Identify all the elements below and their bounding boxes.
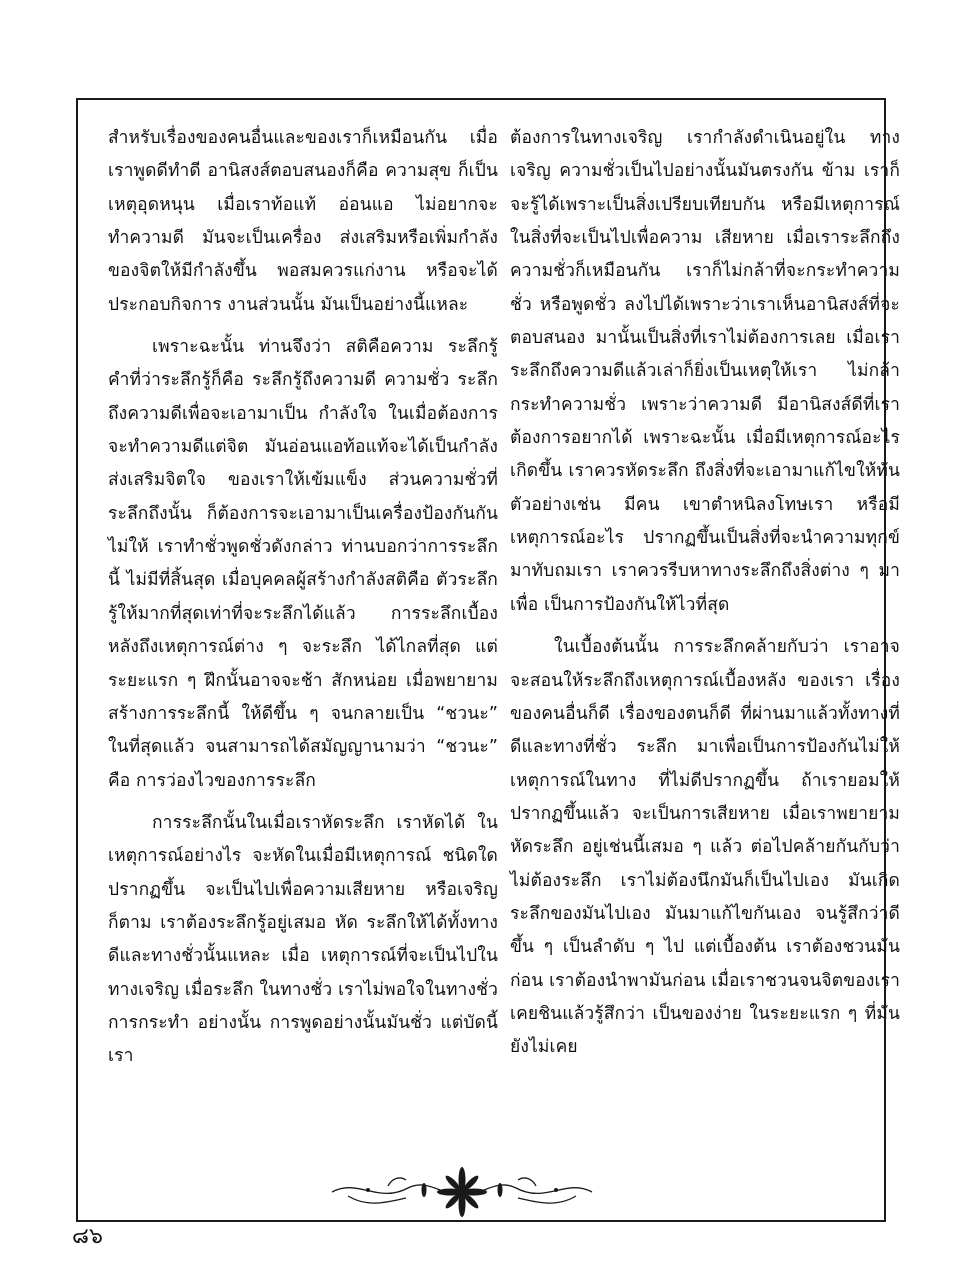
paragraph: เพราะฉะนั้น ท่านจึงว่า สติคือความ ระลึกรู้ คำที่ว่าระลึกรู้ก็คือ ระลึกรู้ถึงความดี ความชั่ว ระลึกถึงความดีเพื่อจะเอามาเป็น กำลังใจ ในเมื่อต้องการจะทำความดีแต่จิต มันอ่อนแอท้อแท้จะได้เป็นกำลังส่งเสริมจิตใจ ของเราให้เข้มแข็ง ส่วนความชั่วที่ระลึกถึงนั้น ก็ต้องการจะเอามาเป็นเครื่องป้องกันกันไม่ให้ เราทำชั่วพูดชั่วดังกล่าว ท่านบอกว่าการระลึกนี้ ไม่มีที่สิ้นสุด เมื่อบุคคลผู้สร้างกำลังสติคือ ตัวระลึกรู้ให้มากที่สุดเท่าที่จะระลึกได้แล้ว การระลึกเบื้องหลังถึงเหตุการณ์ต่าง ๆ จะระลึก ได้ไกลที่สุด แต่ระยะแรก ๆ ฝึกนั้นอาจจะช้า สักหน่อย เมื่อพยายามสร้างการระลึกนี้ ให้ดีขึ้น ๆ จนกลายเป็น “ชวนะ” ในที่สุดแล้ว จนสามารถได้สมัญญานามว่า “ชวนะ” คือ การว่องไวของการระลึก xyxy=(108,337,498,791)
page-number: ๘๖ xyxy=(72,1224,103,1249)
paragraph: การระลึกนั้นในเมื่อเราหัดระลึก เราหัดได้ ในเหตุการณ์อย่างไร จะหัดในเมื่อมีเหตุการณ์ ชนิดใดปรากฏขึ้น จะเป็นไปเพื่อความเสียหาย หรือเจริญก็ตาม เราต้องระลึกรู้อยู่เสมอ หัด ระลึกให้ได้ทั้งทางดีและทางชั่วนั้นแหละ เมื่อ เหตุการณ์ที่จะเป็นไปในทางเจริญ เมื่อระลึก ในทางชั่ว เราไม่พอใจในทางชั่ว การกระทำ อย่างนั้น การพูดอย่างนั้นมันชั่ว แต่บัดนี้เรา xyxy=(108,812,498,1067)
paragraph: ในเบื้องต้นนั้น การระลึกคล้ายกับว่า เราอาจจะสอนให้ระลึกถึงเหตุการณ์เบื้องหลัง ของเรา เรื่องของคนอื่นก็ดี เรื่องของตนก็ดี ที่ผ่านมาแล้วทั้งทางที่ดีและทางที่ชั่ว ระลึก มาเพื่อเป็นการป้องกันไม่ให้เหตุการณ์ในทาง ที่ไม่ดีปรากฏขึ้น ถ้าเรายอมให้ปรากฏขึ้นแล้ว จะเป็นการเสียหาย เมื่อเราพยายามหัดระลึก อยู่เช่นนี้เสมอ ๆ แล้ว ต่อไปคล้ายกันกับว่า ไม่ต้องระลึก เราไม่ต้องนึกมันก็เป็นไปเอง มันเกิดระลึกของมันไปเอง มันมาแก้ไขกันเอง จนรู้สึกว่าดีขึ้น ๆ เป็นลำดับ ๆ ไป แต่เบื้องต้น เราต้องชวนมันก่อน เราต้องนำพามันก่อน เมื่อเราชวนจนจิตของเราเคยชินแล้วรู้สึกว่า เป็นของง่าย ในระยะแรก ๆ ที่มันยังไม่เคย xyxy=(510,637,900,1058)
right-text-column xyxy=(510,122,900,1074)
floral-ornament-icon xyxy=(328,1158,596,1224)
paragraph: สำหรับเรื่องของคนอื่นและของเราก็เหมือนกัน เมื่อเราพูดดีทำดี อานิสงส์ตอบสนองก็คือ ความสุข ก็เป็นเหตุอุดหนุน เมื่อเราท้อแท้ อ่อนแอ ไม่อยากจะทำความดี มันจะเป็นเครื่อง ส่งเสริมหรือเพิ่มกำลังของจิตให้มีกำลังขึ้น พอสมควรแก่งาน หรือจะได้ประกอบกิจการ งานส่วนนั้น มันเป็นอย่างนี้แหละ xyxy=(108,128,498,315)
paragraph: ต้องการในทางเจริญ เรากำลังดำเนินอยู่ใน ทางเจริญ ความชั่วเป็นไปอย่างนั้นมันตรงกัน ข้าม เราก็จะรู้ได้เพราะเป็นสิ่งเปรียบเทียบกัน หรือมีเหตุการณ์ในสิ่งที่จะเป็นไปเพื่อความ เสียหาย เมื่อเราระลึกถึงความชั่วก็เหมือนกัน เราก็ไม่กล้าที่จะกระทำความชั่ว หรือพูดชั่ว ลงไปได้เพราะว่าเราเห็นอานิสงส์ที่จะตอบสนอง มานั้นเป็นสิ่งที่เราไม่ต้องการเลย เมื่อเรา ระลึกถึงความดีแล้วเล่าก็ยิ่งเป็นเหตุให้เรา ไม่กล้ากระทำความชั่ว เพราะว่าความดี มีอานิสงส์ดีที่เราต้องการอยากได้ เพราะฉะนั้น เมื่อมีเหตุการณ์อะไรเกิดขึ้น เราควรหัดระลึก ถึงสิ่งที่จะเอามาแก้ไขให้ทัน ตัวอย่างเช่น มีคน เขาตำหนิลงโทษเรา หรือมีเหตุการณ์อะไร ปรากฏขึ้นเป็นสิ่งที่จะนำความทุกข์มาทับถมเรา เราควรรีบหาทางระลึกถึงสิ่งต่าง ๆ มาเพื่อ เป็นการป้องกันให้ไวที่สุด xyxy=(510,128,900,615)
left-text-column xyxy=(108,122,498,1083)
